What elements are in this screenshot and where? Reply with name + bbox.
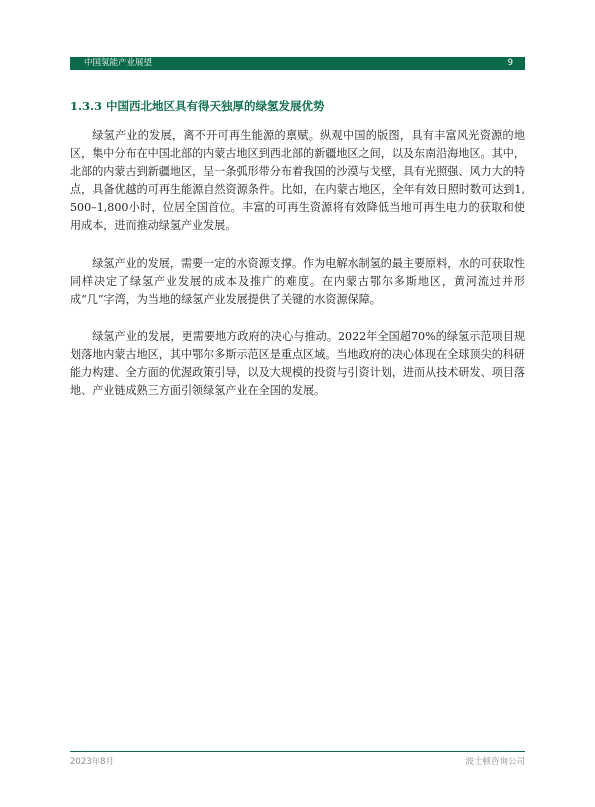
header-title: 中国氢能产业展望 (84, 58, 153, 68)
footer-divider (70, 751, 525, 752)
paragraph-water-resources: 绿氢产业的发展，需要一定的水资源支撑。作为电解水制氢的最主要原料，水的可获取性同样决定了绿氢产业发展的成本及推广的难度。在内蒙古鄂尔多斯地区，黄河流过并形成“几”字湾，为当地的绿氢产业发展提供了关键的水资源保障。 (70, 256, 525, 306)
running-header (70, 57, 525, 70)
paragraph-government-support: 绿氢产业的发展，更需要地方政府的决心与推动。2022年全国超70%的绿氢示范项目规划落地内蒙古地区，其中鄂尔多斯示范区是重点区域。当地政府的决心体现在全球顶尖的科研能力构建、全方面的优渥政策引导，以及大规模的投资与引资计划，进而从技术研发、项目落地、产业链成熟三方面引领绿氢产业在全国的发展。 (70, 329, 525, 398)
page-number: 9 (507, 58, 513, 68)
paragraph-renewable-resources: 绿氢产业的发展，离不开可再生能源的禀赋。纵观中国的版图，具有丰富风光资源的地区，集中分布在中国北部的内蒙古地区到西北部的新疆地区之间，以及东南沿海地区。其中，北部的内蒙古到新疆地区，呈一条弧形带分布着我国的沙漠与戈壁，具有光照强、风力大的特点，具备优越的可再生能源自然资源条件。比如，在内蒙古地区，全年有效日照时数可达到1,500–1,800小时，位居全国首位。丰富的可再生资源将有效降低当地可再生电力的获取和使用成本，进而推动绿氢产业发展。 (70, 129, 525, 233)
footer-organization: 波士顿咨询公司 (465, 757, 525, 767)
section-heading: 1.3.3 中国西北地区具有得天独厚的绿氢发展优势 (70, 99, 325, 113)
body-text (70, 127, 525, 419)
footer-date: 2023年8月 (70, 757, 115, 767)
